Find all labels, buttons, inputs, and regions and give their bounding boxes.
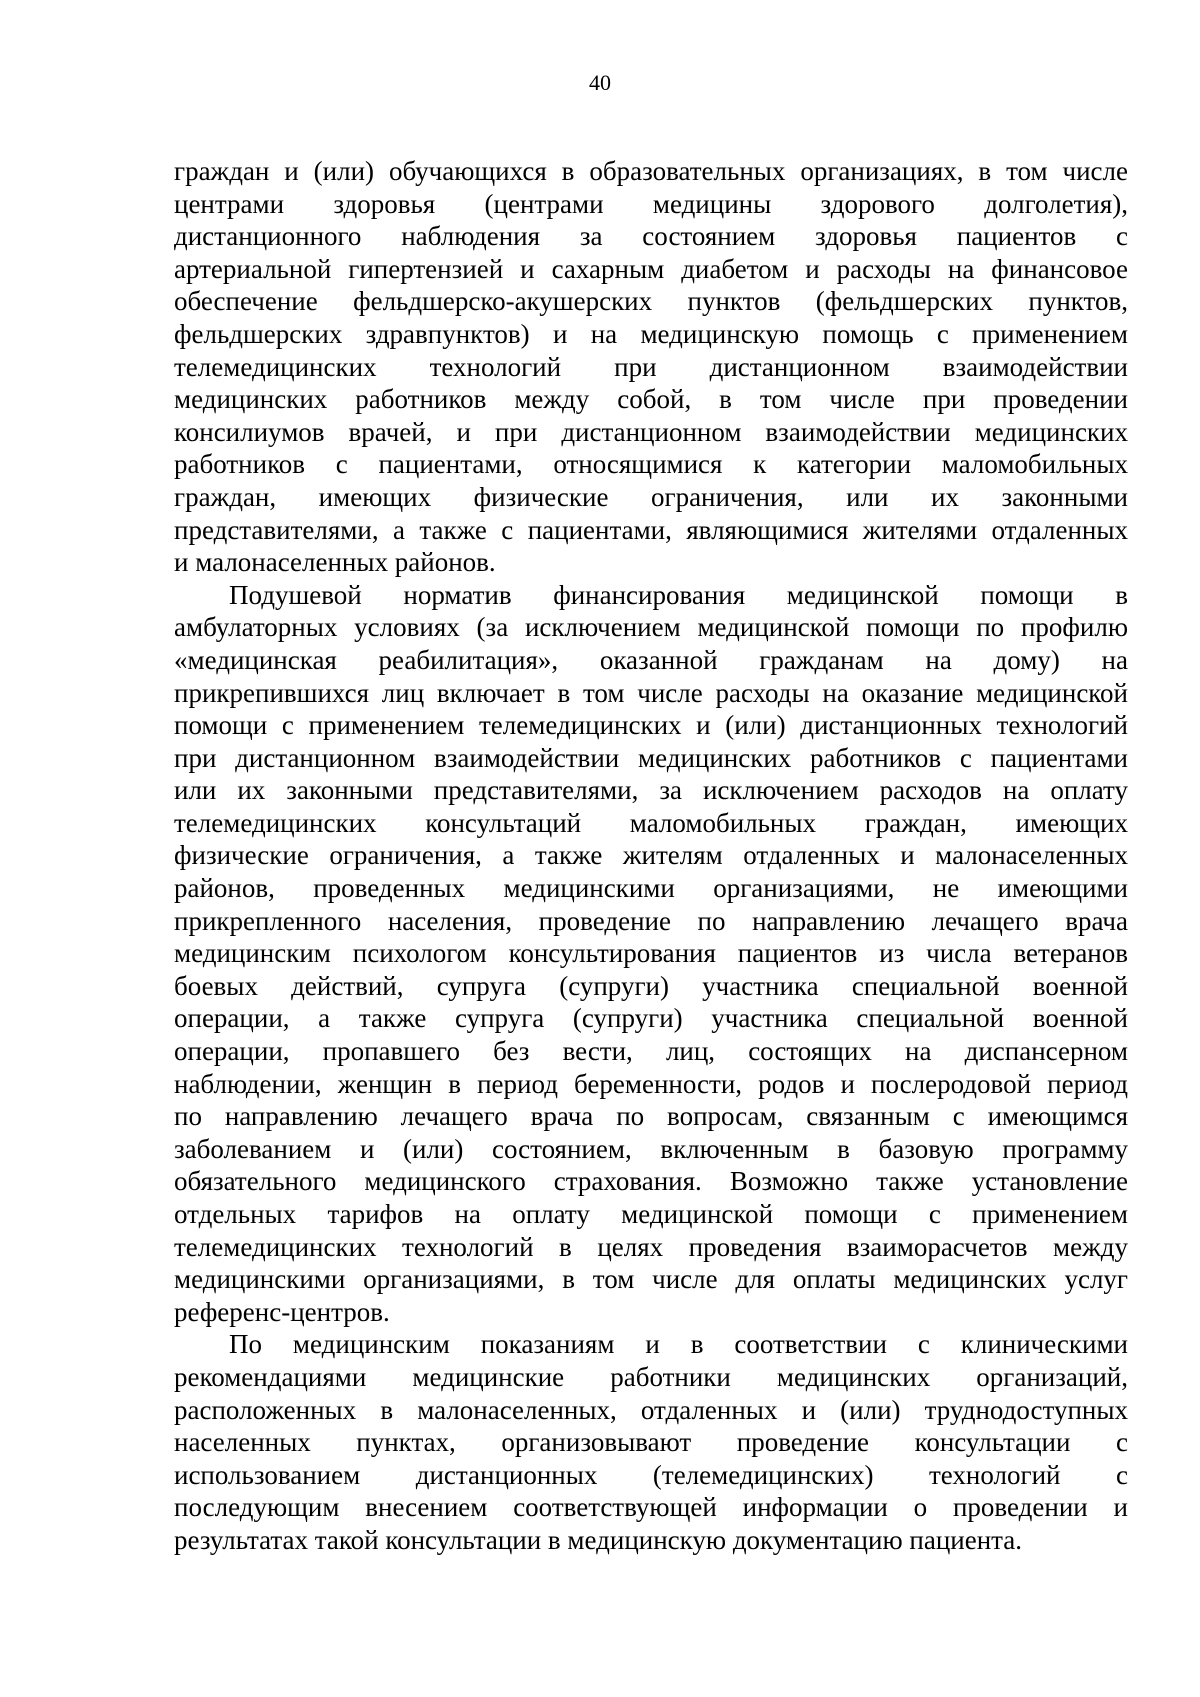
text-line: прикрепленного населения, проведение по направлению лечащего врача [174,905,1128,936]
text-line: прикрепившихся лиц включает в том числе расходы на оказание медицинской [174,677,1128,708]
text-line: расположенных в малонаселенных, отдаленных и (или) труднодоступных [174,1394,1128,1425]
text-line: работников с пациентами, относящимися к категории маломобильных [174,449,1128,480]
text-line: телемедицинских технологий при дистанционном взаимодействии [174,351,1128,382]
text-line: при дистанционном взаимодействии медицинских работников с пациентами [174,742,1128,773]
text-line: и малонаселенных районов. [174,547,496,578]
text-line: по направлению лечащего врача по вопросам, связанным с имеющимся [174,1101,1128,1132]
text-line: дистанционного наблюдения за состоянием здоровья пациентов с [174,221,1128,252]
paragraph-remote-consultations [174,1328,1128,1556]
text-line: обязательного медицинского страхования. Возможно также установление [174,1166,1128,1197]
text-line: помощи с применением телемедицинских и (или) дистанционных технологий [174,710,1128,741]
text-line: использованием дистанционных (телемедицинских) технологий с [174,1459,1128,1490]
text-line: боевых действий, супруга (супруги) участника специальной военной [174,970,1128,1001]
text-line: медицинским психологом консультирования пациентов из числа ветеранов [174,938,1128,969]
text-line: районов, проведенных медицинскими организациями, не имеющими [174,873,1128,904]
text-line: результатах такой консультации в медицинскую документацию пациента. [174,1524,1023,1555]
text-line: медицинскими организациями, в том числе для оплаты медицинских услуг [174,1264,1128,1295]
text-line: операции, пропавшего без вести, лиц, состоящих на диспансерном [174,1036,1128,1067]
text-line: Подушевой норматив финансирования медицинской помощи в [229,579,1128,610]
document-body [174,155,1128,1557]
text-line: физические ограничения, а также жителям отдаленных и малонаселенных [174,840,1128,871]
text-line: медицинских работников между собой, в том числе при проведении [174,384,1128,415]
text-line: телемедицинских консультаций маломобильных граждан, имеющих [174,807,1128,838]
text-line: референс-центров. [174,1296,390,1327]
text-line: артериальной гипертензией и сахарным диабетом и расходы на финансовое [174,253,1128,284]
text-line: или их законными представителями, за исключением расходов на оплату [174,775,1128,806]
text-line: наблюдении, женщин в период беременности, родов и послеродовой период [174,1068,1128,1099]
paragraph-per-capita-standard [174,579,1128,1329]
text-line: рекомендациями медицинские работники медицинских организаций, [174,1361,1128,1392]
text-line: отдельных тарифов на оплату медицинской помощи с применением [174,1199,1128,1229]
text-line: По медицинским показаниям и в соответствии с клиническими [229,1329,1128,1360]
paragraph-telemedicine-expenses [174,155,1128,579]
text-line: «медицинская реабилитация», оказанной гражданам на дому) на [174,644,1128,675]
text-line: обеспечение фельдшерско-акушерских пунктов (фельдшерских пунктов, [174,286,1128,317]
text-line: центрами здоровья (центрами медицины здорового долголетия), [174,188,1128,219]
text-line: последующим внесением соответствующей информации о проведении и [174,1492,1128,1523]
text-line: заболеванием и (или) состоянием, включенным в базовую программу [174,1133,1128,1164]
text-line: представителями, а также с пациентами, являющимися жителями отдаленных [174,514,1128,545]
text-line: амбулаторных условиях (за исключением медицинской помощи по профилю [174,612,1128,643]
text-line: консилиумов врачей, и при дистанционном взаимодействии медицинских [174,416,1128,447]
text-line: операции, а также супруга (супруги) участника специальной военной [174,1003,1128,1034]
text-line: населенных пунктах, организовывают проведение консультации с [174,1427,1128,1458]
text-line: телемедицинских технологий в целях проведения взаиморасчетов между [174,1231,1128,1262]
text-line: фельдшерских здравпунктов) и на медицинскую помощь с применением [174,318,1128,349]
page-number: 40 [589,70,611,95]
text-line: граждан и (или) обучающихся в образовательных организациях, в том числе [174,156,1128,186]
text-line: граждан, имеющих физические ограничения, или их законными [174,481,1128,512]
